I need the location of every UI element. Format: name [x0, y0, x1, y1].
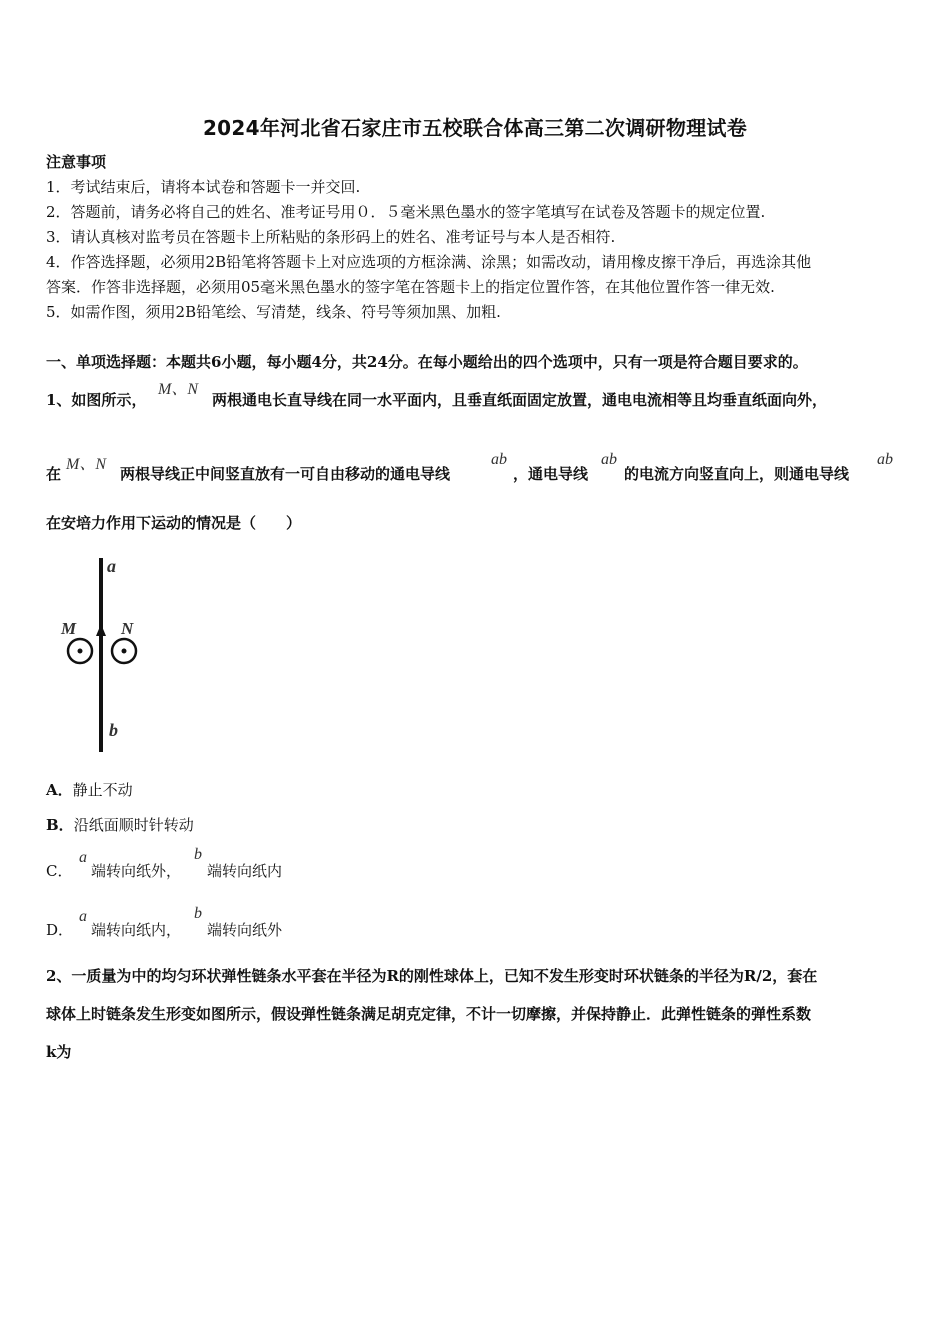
option-a[interactable]	[46, 780, 133, 800]
notice-item: 1．考试结束后，请将本试卷和答题卡一并交回.	[46, 178, 361, 196]
option-c-var2: b	[194, 846, 202, 863]
fig-label-n: N	[121, 619, 134, 638]
notice-item: 3．请认真核对监考员在答题卡上所粘贴的条形码上的姓名、准考证号与本人是否相符.	[46, 228, 616, 246]
q1-line2-d: 的电流方向竖直向上，则通电导线	[624, 465, 850, 483]
notice-item: 5．如需作图，须用2B铅笔绘、写清楚，线条、符号等须加黑、加粗.	[46, 303, 501, 321]
var-ab: ab	[601, 451, 617, 468]
option-b[interactable]	[46, 815, 194, 835]
option-c-text2: 端转向纸内	[207, 862, 283, 880]
option-b-text: 沿纸面顺时针转动	[73, 816, 194, 834]
q1-line1-text: 两根通电长直导线在同一水平面内，且垂直纸面固定放置，通电电流相等且均垂直纸面向外，	[212, 391, 828, 409]
option-c-var1: a	[79, 849, 87, 866]
option-d-label[interactable]: D．	[46, 921, 74, 939]
fig-label-a: a	[107, 556, 116, 576]
q2-line2: 球体上时链条发生形变如图所示，假设弹性链条满足胡克定律，不计一切摩擦，并保持静止．此弹性链条的弹性系数	[46, 1005, 812, 1023]
option-c-text1: 端转向纸外，	[91, 862, 182, 880]
fig-label-b: b	[109, 720, 118, 740]
option-d-var2: b	[194, 905, 202, 922]
q1-line2-c: ，通电导线	[513, 465, 589, 483]
option-c-label[interactable]: C．	[46, 862, 73, 880]
q1-line2-a: 在	[46, 465, 62, 483]
var-ab: ab	[491, 451, 507, 468]
notice-item: 2．答题前，请务必将自己的姓名、准考证号用０．５毫米黑色墨水的签字笔填写在试卷及答题卡的规定位置.	[46, 203, 766, 221]
wire-m-dot	[78, 649, 83, 654]
section-heading: 一、单项选择题：本题共6小题，每小题4分，共24分。在每小题给出的四个选项中，只有一项是符合题目要求的。	[46, 353, 808, 371]
option-a-text: 静止不动	[72, 781, 133, 799]
q2-line1: 2、一质量为中的均匀环状弹性链条水平套在半径为R的刚性球体上，已知不发生形变时环状链条的半径为R/2，套在	[46, 967, 818, 985]
var-ab: ab	[877, 451, 893, 468]
option-b-label: B．	[46, 816, 74, 834]
wire-n-dot	[122, 649, 127, 654]
q1-prefix: 1、如图所示，	[46, 391, 147, 409]
option-a-label: A．	[46, 781, 73, 799]
q1-line2-b: 两根导线正中间竖直放有一可自由移动的通电导线	[120, 465, 451, 483]
q2-line3: k为	[46, 1043, 72, 1061]
notice-item: 4．作答选择题，必须用2B铅笔将答题卡上对应选项的方框涂满、涂黑；如需改动，请用橡皮擦干净后，再选涂其他	[46, 253, 812, 271]
option-d-text1: 端转向纸内，	[91, 921, 182, 939]
notice-heading: 注意事项	[46, 153, 107, 171]
exam-title: 2024年河北省石家庄市五校联合体高三第二次调研物理试卷	[202, 116, 748, 140]
current-arrow-icon	[96, 624, 106, 636]
option-d-text2: 端转向纸外	[207, 921, 283, 939]
var-mn: M、N	[66, 456, 107, 473]
notice-item: 答案．作答非选择题，必须用05毫米黑色墨水的签字笔在答题卡上的指定位置作答，在其他位置作答一律无效.	[46, 278, 775, 296]
option-d-var1: a	[79, 908, 87, 925]
q1-figure	[55, 552, 155, 762]
var-mn: M、N	[158, 381, 199, 398]
fig-label-m: M	[61, 619, 77, 638]
q1-line3: 在安培力作用下运动的情况是（ ）	[46, 514, 302, 532]
